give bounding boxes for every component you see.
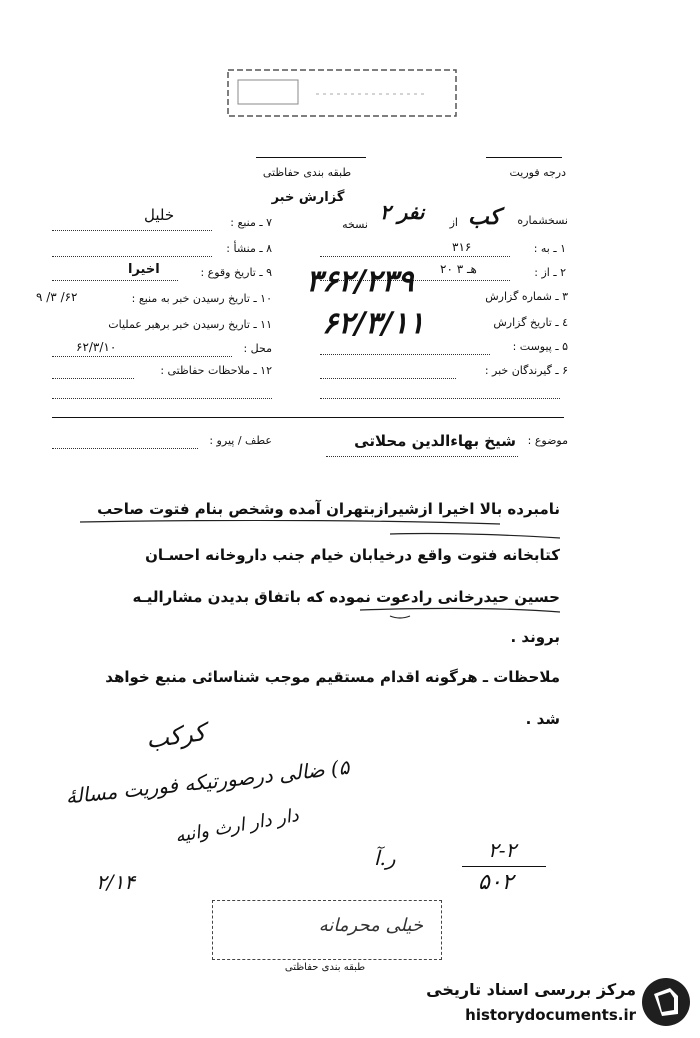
source-value: خلیل [144,206,175,224]
body-line-3: حسین حیدرخانی رادعوت نموده که باتفاق بدیدن مشارالیـه [132,588,560,606]
recipients-label: ۶ ـ گیرندگان خبر : [484,364,568,377]
subject-value: شیخ بهاءالدین محلاتی [354,432,516,450]
event-date-value: اخیرا [128,262,160,277]
notes-dots [52,378,134,379]
body-line-2: کتابخانه فتوت واقع درخیابان خیام جنب داروخانه احسـان [145,546,560,564]
recipients-dots-2 [320,398,560,399]
report-no-label: ۳ ـ شماره گزارش [485,290,568,303]
source-dots [52,230,212,231]
hand-initials: ر.آ [374,846,396,870]
site-url: historydocuments.ir [465,1006,636,1024]
ref-dots [52,448,198,449]
top-stamp-box [226,68,458,120]
to-dots [320,256,510,257]
archive-logo-icon [640,976,692,1028]
urgency-line [486,157,562,158]
place-label: محل : [243,342,272,355]
hand-line-1: کرکب [144,717,208,755]
notes-line-1: ملاحظات ـ هرگونه اقدام مستقیم موجب شناسائی منبع خواهد [105,668,560,686]
event-date-label: ۹ ـ تاریخ وقوع : [200,266,272,279]
copy-hand: کب [468,204,501,230]
attachment-label: ۵ ـ پیوست : [512,340,568,353]
body-line-4: بروند . [510,628,560,646]
fraction-bar [462,866,546,867]
notes-line-2: شد . [525,710,560,728]
urgency-label: درجه فوریت [509,166,566,179]
fraction-top: ۲-۲ [488,838,517,862]
copy-word: نسخه [342,218,368,231]
receipt-source-value: ۹ /۳ /۶۲ [36,290,78,304]
attachment-dots [320,354,490,355]
to-value: ۳۱۶ [452,240,472,254]
receipt-ops-label: ۱۱ ـ تاریخ رسیدن خبر برهبر عملیات [108,318,272,331]
classification-label: طبقه بندی حفاظتی [262,166,352,179]
recipients-dots [320,378,456,379]
subject-dots [326,456,518,457]
hand-date: ۲/۱۴ [96,870,135,894]
copy-number-label: نسخشماره [517,214,568,227]
report-date-hand: ۶۲/۳/۱۱ [322,306,425,341]
notes-dots-2 [52,398,272,399]
report-no-hand: ۳۶۲/۲۳۹ [306,264,414,299]
notes-label: ۱۲ ـ ملاحظات حفاظتی : [160,364,272,377]
origin-label: ۸ ـ منشأ : [226,242,272,255]
report-date-label: ٤ ـ تاریخ گزارش [493,316,568,329]
body-line-1: نامبرده بالا اخیرا ازشیرازبتهران آمده وشخص بنام فتوت صاحب [97,500,560,518]
from-value: ۲۰ هـ ۳ [440,262,477,276]
to-label: ۱ ـ به : [533,242,566,255]
copy-count-hand: نفر ۲ [380,200,425,224]
from-label: ۲ ـ از : [534,266,566,279]
site-name: مرکز بررسی اسناد تاریخی [426,980,636,999]
hand-line-3: دار دار ارث وانیه [173,804,301,848]
subject-label: موضوع : [527,434,568,447]
receipt-source-label: ۱۰ ـ تاریخ رسیدن خبر به منبع : [131,292,272,305]
stamp-label: طبقه بندی حفاظتی [284,962,366,973]
ref-label: عطف / پیرو : [209,434,272,447]
bottom-stamp [212,900,442,960]
event-date-dots [52,280,178,281]
stamp-hand: خیلی محرمانه [318,915,423,936]
ops-dots [52,356,232,357]
classification-line [256,157,366,158]
origin-dots [52,256,212,257]
header-separator [52,417,564,418]
page-title: گزارش خبر [271,190,345,205]
hand-line-2: ۵) ضالی درصورتیکه فوریت مسالۀ [64,754,351,809]
fraction-bottom: ۵۰۲ [478,870,514,895]
source-label: ۷ ـ منبع : [230,216,272,229]
receipt-ops-value: ۶۲/۳/۱۰ [76,340,117,354]
handwritten-underlines [60,520,570,630]
of-word: از [449,216,458,229]
